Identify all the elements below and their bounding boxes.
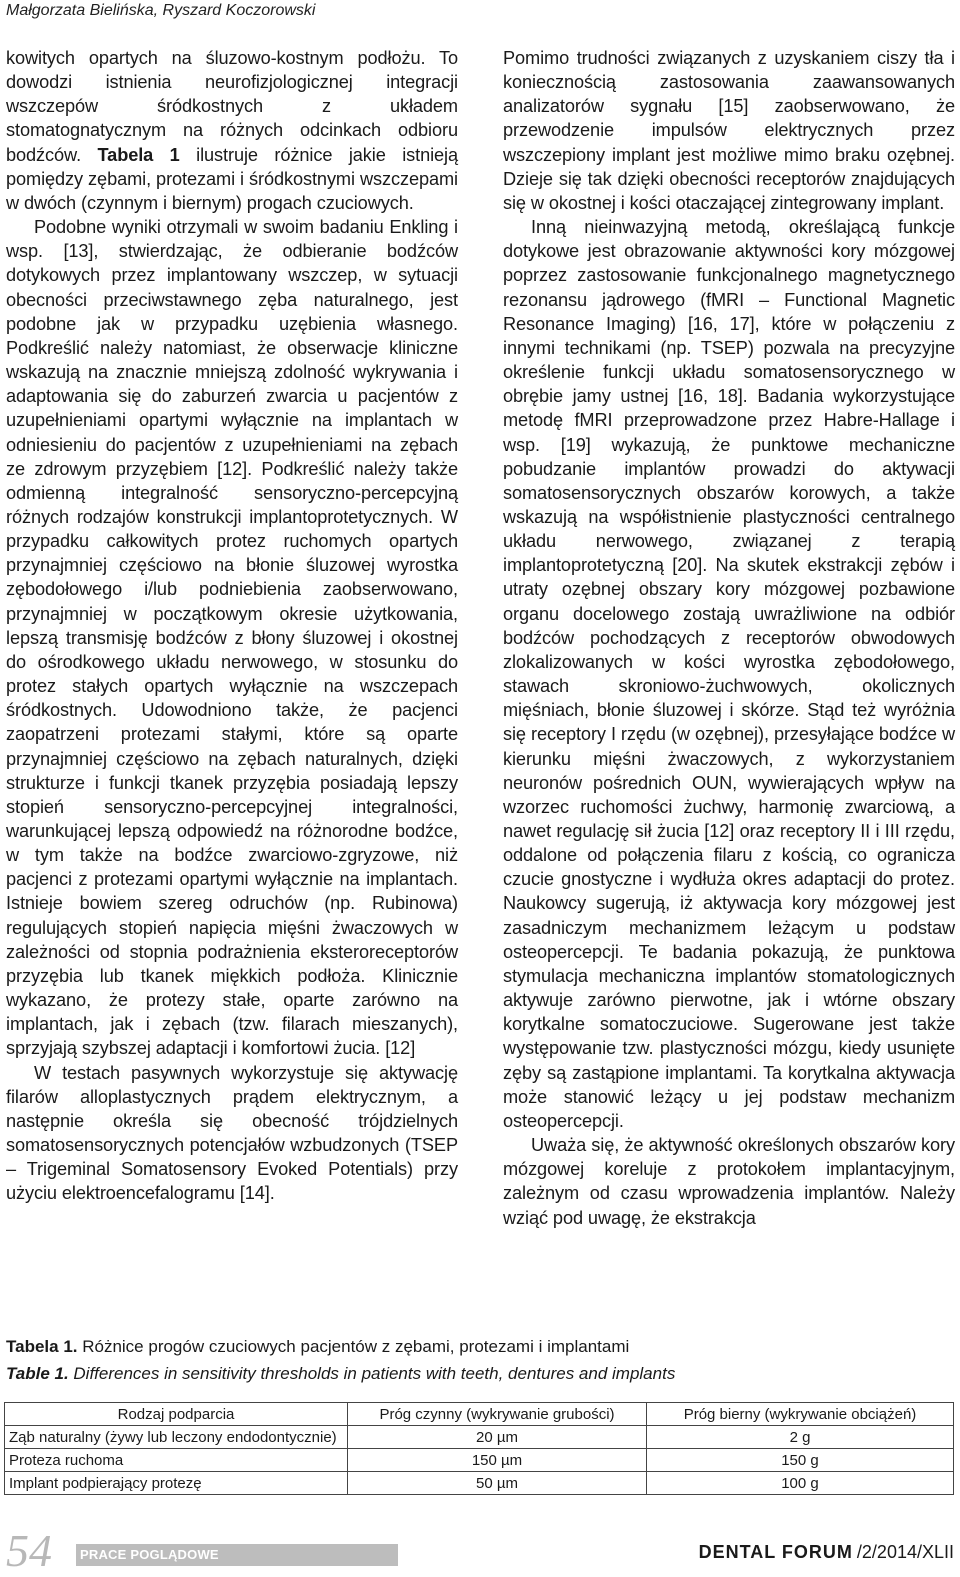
table-cell: 50 µm <box>348 1472 647 1495</box>
caption-text: Differences in sensitivity thresholds in patients with teeth, dentures and implants <box>68 1364 676 1383</box>
column-header: Próg czynny (wykrywanie grubości) <box>348 1403 647 1426</box>
paragraph <box>6 46 458 215</box>
paragraph: W testach pasywnych wykorzystuje się aktywację filarów alloplastycznych prądem elektrycznym, a następnie określa się obecność trójdzielnych somatosensorycznych potencjałów wzbudzonych (TSEP – Trigeminal Somatosensory Evoked Potentials) przy użyciu elektroencefalogramu [14]. <box>6 1062 458 1204</box>
journal-issue: /2/2014/XLII <box>856 1542 954 1562</box>
table-cell: 100 g <box>647 1472 954 1495</box>
journal-info <box>699 1542 954 1563</box>
table-cell: Implant podpierający protezę <box>5 1472 348 1495</box>
table-cell: 150 µm <box>348 1449 647 1472</box>
paragraph-text: ilustruje różnice jakie istnieją pomiędzy zębami, protezami i śródkostnymi wszczepami w dwóch (czynnym i biernym) progach czuciowych. <box>6 144 459 213</box>
table-header-row <box>5 1403 954 1426</box>
table-cell: 2 g <box>647 1426 954 1449</box>
text-column-left <box>6 46 458 1206</box>
table-cell: 150 g <box>647 1449 954 1472</box>
column-header: Próg bierny (wykrywanie obciążeń) <box>647 1403 954 1426</box>
journal-logo: DENTAL FORUM <box>698 1542 853 1562</box>
table-reference: Tabela 1 <box>97 144 180 165</box>
table-cell: Proteza ruchoma <box>5 1449 348 1472</box>
section-banner <box>76 1544 398 1566</box>
table-cell: Ząb naturalny (żywy lub leczony endodontycznie) <box>5 1426 348 1449</box>
table-row <box>5 1426 954 1449</box>
table-caption-polish <box>6 1336 629 1358</box>
paragraph: Uważa się, że aktywność określonych obszarów kory mózgowej koreluje z protokołem implantacyjnym, zależnym od czasu wprowadzenia implantów. Należy wziąć pod uwagę, że ekstrakcja <box>503 1135 955 1228</box>
paragraph: Inną nieinwazyjną metodą, określającą funkcje dotykowe jest obrazowanie aktywności kory mózgowej poprzez zastosowanie funkcjonalnego magnetycznego rezonansu jądrowego (fMRI – Functional Magnetic Resonance Imaging) [16, 17], które w połączeniu z innymi technikami (np. TSEP) pozwala na precyzyjne określenie funkcji układu somatosensorycznego w obrębie jamy ustnej [16, 18]. Badania wykorzystujące metodę fMRI przeprowadzone przez Habre-Hallage i wsp. [19] wykazują, że punktowe mechaniczne pobudzanie implantów prowadzi do aktywacji somatosensorycznych obszarów korowych, a także wskazują na współistnienie plastyczności centralnego układu nerwowego, związanej z terapią implantoprotetyczną [20]. Na skutek ekstrakcji zębów i utraty ozębnej obszary kory mózgowej pozbawione organu docelowego zostają uwrażliwione na odbiór bodźców pochodzących z receptorów obwodowych zlokalizowanych w kości wyrostka zębodołowego, stawach skroniowo-żuchwowych, okolicznych mięśniach, błonie śluzowej i skórze. Stąd też wyróżnia się receptory I rzędu (w ozębnej), przesyłające bodźce w kierunku mięśni żwaczowych, z wykorzystaniem neuronów pośrednich OUN, wywierających wpływ na wzorzec ruchomości żuchwy, harmonię zwarciową, a nawet regulację sił żucia [12] oraz receptory II i III rzędu, oddalone od połączenia filaru z kością, co ogranicza czucie gnostyczne i wydłuża okres adaptacji do protez. Naukowcy sugerują, iż aktywacja kory mózgowej jest zasadniczym mechanizmem leżącym u podstaw osteopercepcji. Te badania pokazują, że punktowa stymulacja mechaniczna implantów stomatologicznych aktywuje zarówno pierwotne, jak i wtórne obszary korytkalne somatoczuciowe. Sugerowane jest także występowanie tzw. plastyczności mózgu, kiedy usunięte zęby są zastąpione implantami. Ta korytkalna aktywacja może stanowić leżący u jej podstaw mechanizm osteopercepcji. <box>503 217 955 1131</box>
paragraph: Pomimo trudności związanych z uzyskaniem ciszy tła i koniecznością zastosowania zaawansowanych analizatorów sygnału [15] zaobserwowano, że przewodzenie impulsów elektrycznych przez wszczepiony implant jest możliwe mimo braku ozębnej. Dzieje się tak dzięki obecności receptorów znajdujących się w okostnej i kości otaczającej zintegrowany implant. <box>503 48 955 213</box>
running-header-authors: Małgorzata Bielińska, Ryszard Koczorowski <box>6 2 316 19</box>
table-row <box>5 1472 954 1495</box>
paragraph-text: kowitych opartych na śluzowo-kostnym podłożu. To dowodzi istnienia neurofizjologicznej integracji wszczepów śródkostnych z układem stomatognatycznym na różnych odcinkach odbioru bodźców. <box>6 48 458 165</box>
sensitivity-threshold-table <box>4 1402 954 1495</box>
section-label: PRACE POGLĄDOWE <box>80 1547 219 1562</box>
caption-label: Table 1. <box>6 1364 69 1383</box>
text-column-right <box>503 46 955 1230</box>
table-caption-english <box>6 1363 675 1385</box>
page-number: 54 <box>6 1525 52 1576</box>
caption-label: Tabela 1. <box>6 1337 78 1356</box>
paragraph: Podobne wyniki otrzymali w swoim badaniu Enkling i wsp. [13], stwierdzając, że odbieranie bodźców dotykowych przez implantowany wszczep, w sytuacji obecności przeciwstawnego zęba naturalnego, jest podobne jak w przypadku uzębienia własnego. Podkreślić należy natomiast, że obserwacje kliniczne wskazują na znacznie mniejszą zdolność wykrywania i adaptowania się do zaburzeń zwarcia u pacjentów z uzupełnieniami opartymi wyłącznie na implantach w odniesieniu do pacjentów z uzupełnieniami na zębach ze zdrowym przyzębiem [12]. Podkreślić należy także odmienną integralność sensoryczno-percepcyjną różnych rodzajów konstrukcji implantoprotetycznych. W przypadku całkowitych protez ruchomych opartych przynajmniej częściowo na błonie śluzowej wyrostka zębodołowego i/lub podniebienia zaobserwowano, przynajmniej w początkowym okresie użytkowania, lepszą transmisję bodźców z błony śluzowej i okostnej do ośrodkowego układu nerwowego, w stosunku do protez stałych opartych wyłącznie na wszczepach śródkostnych. Udowodniono także, że pacjenci zaopatrzeni protezami stałymi, które są oparte przynajmniej częściowo na zębach naturalnych, dzięki strukturze i funkcji tkanek przyzębia posiadają lepszy stopień sensoryczno-percepcyjnej integralności, warunkującej lepszą odpowiedź na różnorodne bodźce, w tym także na bodźce zwarciowo-zgryzowe, niż pacjenci z protezami opartymi wyłącznie na implantach. Istnieje bowiem szereg odruchów (np. Rubinowa) regulujących stopień napięcia mięśni żwaczowych w zależności od stopnia podrażnienia eksteroreceptorów przyzębia lub tkanek miękkich podłoża. Klinicznie wykazano, że protezy stałe, oparte zarówno na implantach, jak i zębach (tzw. filarach mieszanych), sprzyjają szybszej adaptacji i komfortowi żucia. [12] <box>6 217 458 1059</box>
table-row <box>5 1449 954 1472</box>
table-cell: 20 µm <box>348 1426 647 1449</box>
caption-text: Różnice progów czuciowych pacjentów z zębami, protezami i implantami <box>77 1337 630 1356</box>
column-header: Rodzaj podparcia <box>5 1403 348 1426</box>
